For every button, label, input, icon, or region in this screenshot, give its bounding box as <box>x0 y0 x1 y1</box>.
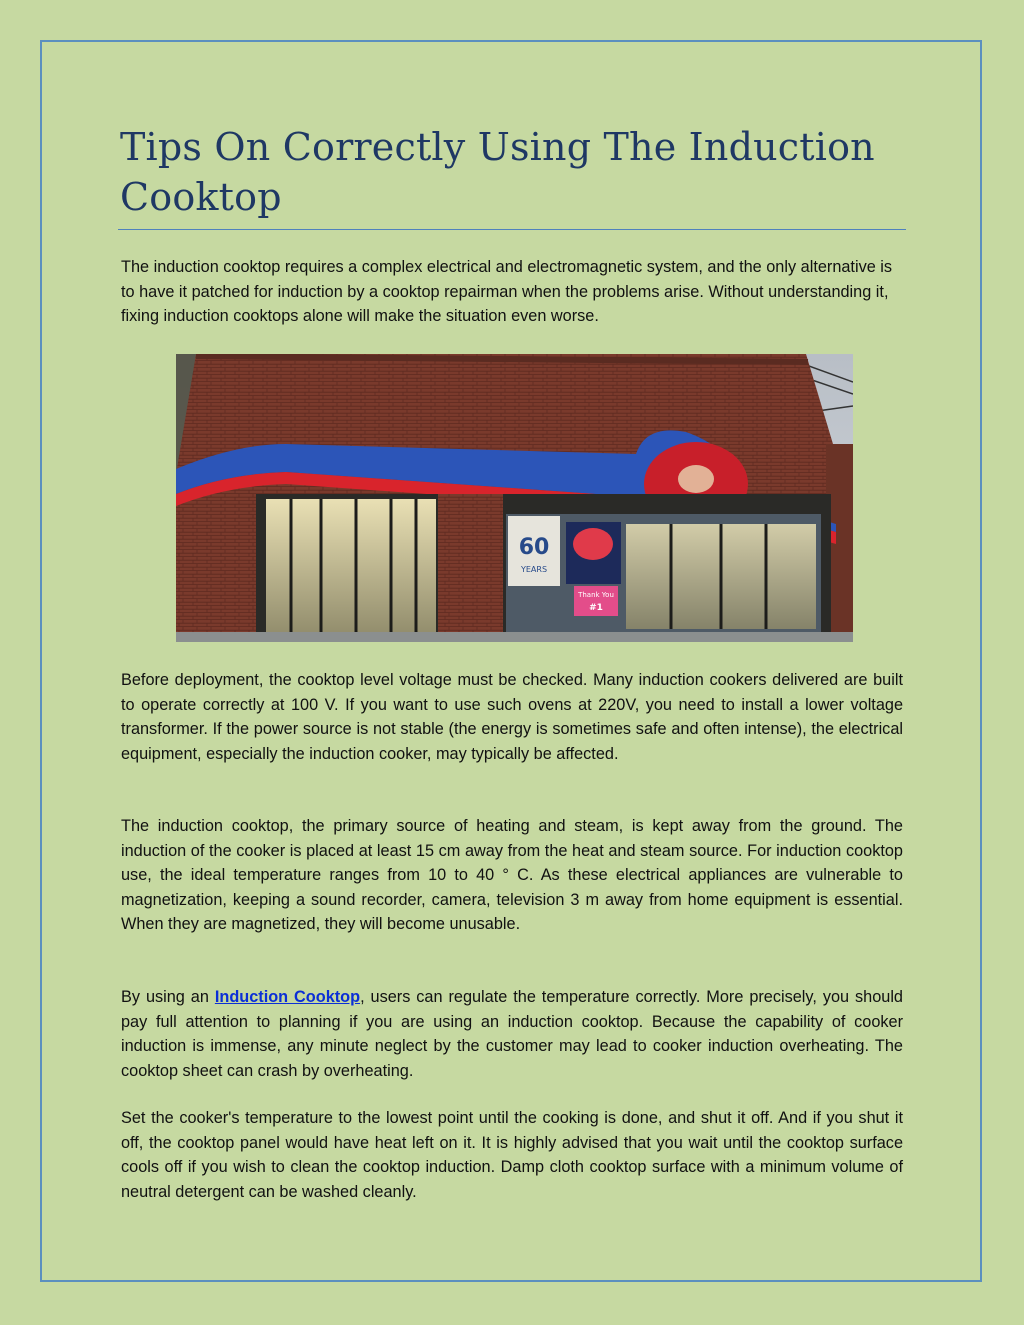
sign-number-one: #1 <box>589 603 603 613</box>
storefront-photo <box>176 354 853 642</box>
paragraph-temperature <box>121 985 903 1083</box>
induction-cooktop-link[interactable]: Induction Cooktop <box>214 988 361 1006</box>
paragraph-cleaning: Set the cooker's temperature to the lowest point until the cooking is done, and shut it off. And if you shut it off, the cooktop panel would have heat left on it. It is highly advised that you wait until the cooktop surface cools off if you wish to clean the cooktop induction. Damp cloth cooktop surface with a minimum volume of neutral detergent can be washed cleanly. <box>121 1109 903 1201</box>
sign-years: YEARS <box>520 565 548 574</box>
page-title: Tips On Correctly Using The Induction Cooktop <box>120 125 875 219</box>
sign-thank-you: Thank You <box>578 591 614 599</box>
title-underline <box>118 229 906 230</box>
paragraph-temperature-rest: , users can regulate the temperature correctly. More precisely, you should pay full attention to planning if you are using an induction cooktop. Because the capability of cooker induction is immense, any minute neglect by the customer may lead to cooker induction overheating. The cooktop sheet can crash by overheating. <box>121 988 903 1080</box>
paragraph-voltage: Before deployment, the cooktop level voltage must be checked. Many induction cookers delivered are built to operate correctly at 100 V. If you want to use such ovens at 220V, you need to install a lower voltage transformer. If the power source is not stable (the energy is sometimes safe and often intense), the electrical equipment, especially the induction cooker, may typically be affected. <box>121 671 903 763</box>
paragraph-intro: The induction cooktop requires a complex electrical and electromagnetic system, and the only alternative is to have it patched for induction by a cooktop repairman when the problems arise. Without understanding it, fixing induction cooktops alone will make the situation even worse. <box>121 258 893 325</box>
page-frame <box>40 40 982 1282</box>
paragraph-temperature-lead: By using an <box>121 988 215 1006</box>
paragraph-placement: The induction cooktop, the primary source of heating and steam, is kept away from the ground. The induction of the cooker is placed at least 15 cm away from the heat and steam source. For induction cooktop use, the ideal temperature ranges from 10 to 40 ° C. As these electrical appliances are vulnerable to magnetization, keeping a sound recorder, camera, television 3 m away from home equipment is essential. When they are magnetized, they will become unusable. <box>121 817 903 933</box>
sign-60: 60 <box>518 535 550 560</box>
